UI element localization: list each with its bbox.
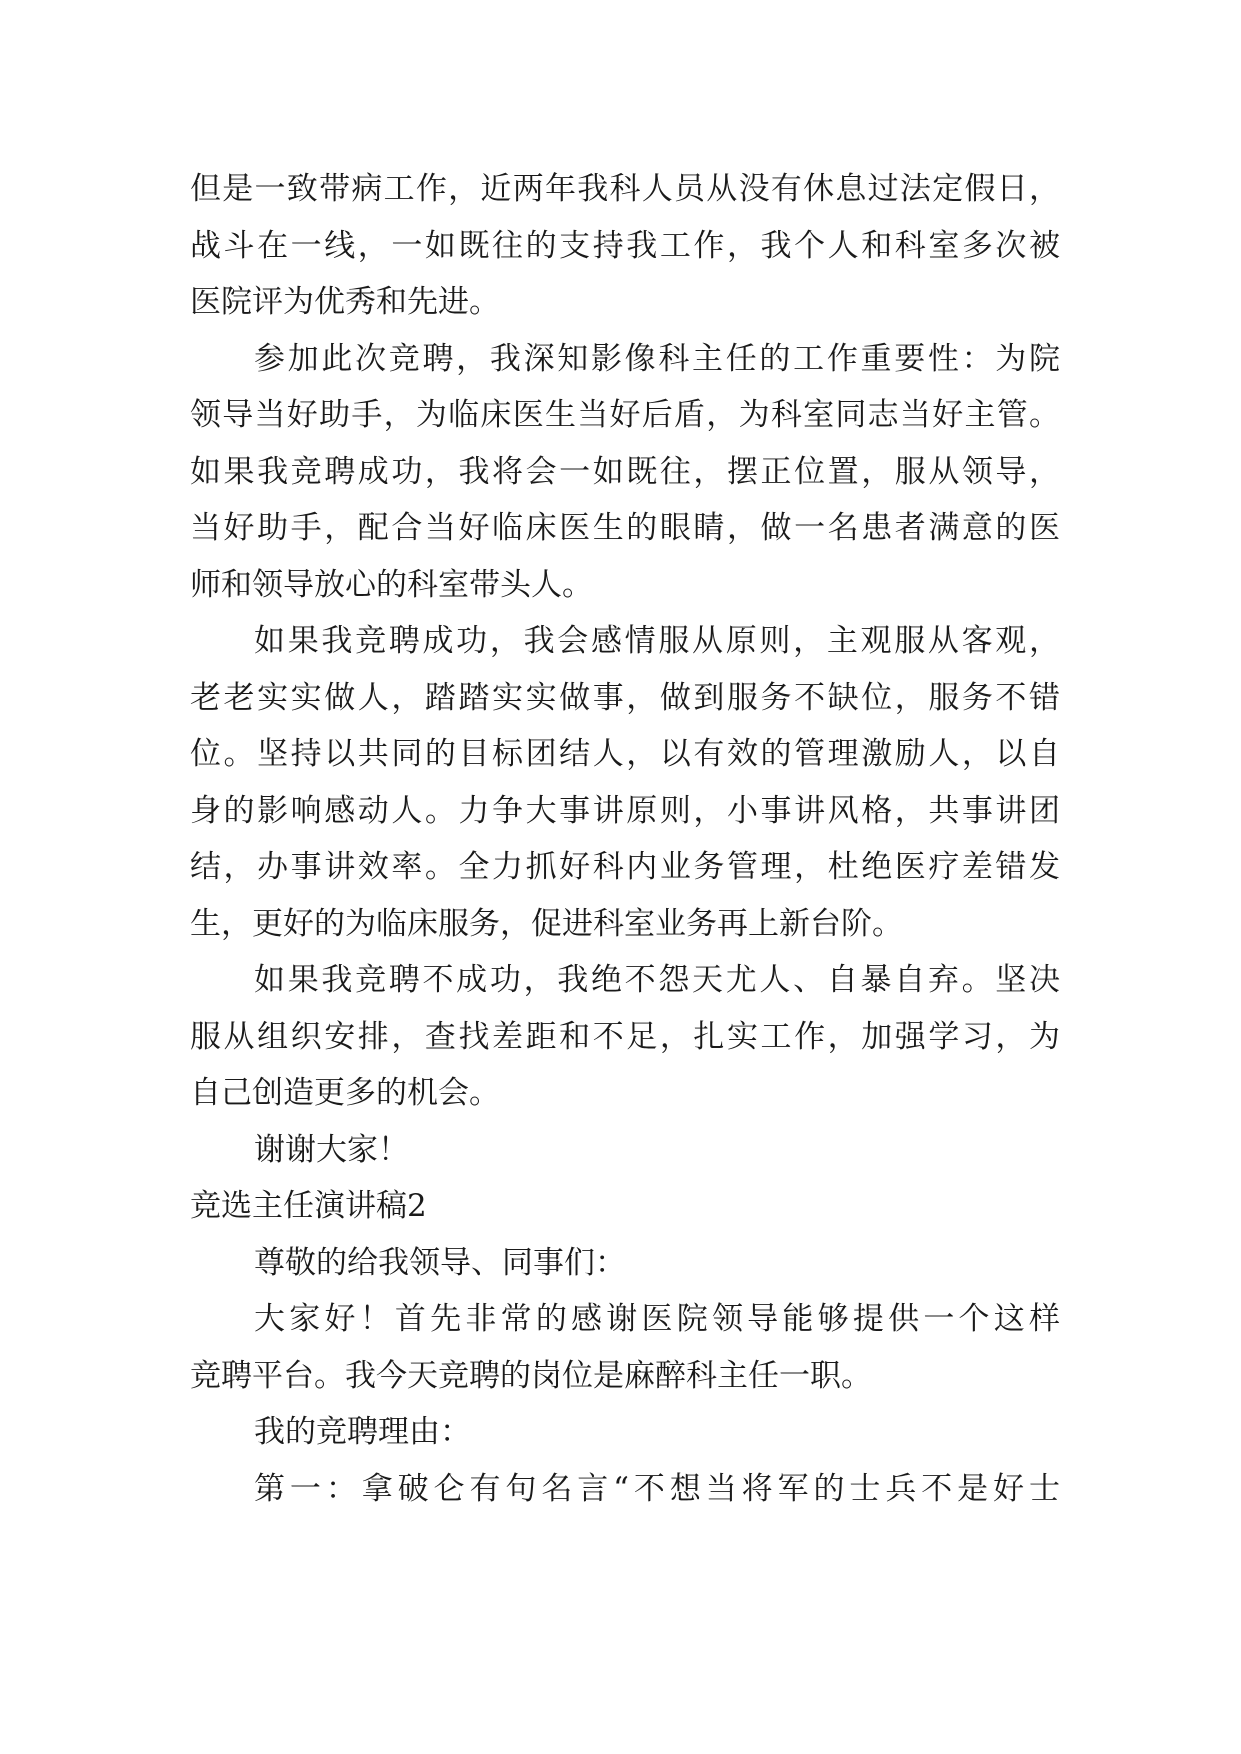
text-line: 领导当好助手，为临床医生当好后盾，为科室同志当好主管。: [190, 397, 1060, 433]
text-line: 战斗在一线，一如既往的支持我工作，我个人和科室多次被: [190, 228, 1060, 264]
text-line: 自己创造更多的机会。: [190, 1075, 500, 1111]
text-line: 医院评为优秀和先进。: [190, 284, 500, 320]
text-line: 尊敬的给我领导、同事们：: [254, 1245, 626, 1281]
text-line: 结，办事讲效率。全力抓好科内业务管理，杜绝医疗差错发: [190, 849, 1060, 885]
text-line: 位。坚持以共同的目标团结人，以有效的管理激励人，以自: [190, 736, 1060, 772]
text-line: 如果我竞聘成功，我会感情服从原则，主观服从客观，: [254, 623, 1060, 659]
text-line: 当好助手，配合当好临床医生的眼睛，做一名患者满意的医: [190, 510, 1060, 546]
text-line: 如果我竞聘成功，我将会一如既往，摆正位置，服从领导，: [190, 454, 1060, 490]
text-line: 我的竞聘理由：: [254, 1414, 471, 1450]
text-line: 如果我竞聘不成功，我绝不怨天尤人、自暴自弃。坚决: [254, 962, 1060, 998]
section-heading: 竞选主任演讲稿2: [190, 1188, 427, 1224]
text-line: 谢谢大家！: [254, 1132, 409, 1168]
text-line: 但是一致带病工作，近两年我科人员从没有休息过法定假日，: [190, 171, 1060, 207]
text-line: 竞聘平台。我今天竞聘的岗位是麻醉科主任一职。: [190, 1358, 872, 1394]
text-line: 师和领导放心的科室带头人。: [190, 567, 593, 603]
text-line: 身的影响感动人。力争大事讲原则，小事讲风格，共事讲团: [190, 793, 1060, 829]
text-line: 生，更好的为临床服务，促进科室业务再上新台阶。: [190, 906, 903, 942]
text-line: 老老实实做人，踏踏实实做事，做到服务不缺位，服务不错: [190, 680, 1060, 716]
text-line: 第一：拿破仑有句名言“不想当将军的士兵不是好士: [254, 1471, 1060, 1507]
text-line: 服从组织安排，查找差距和不足，扎实工作，加强学习，为: [190, 1019, 1060, 1055]
text-line: 大家好！首先非常的感谢医院领导能够提供一个这样: [254, 1301, 1060, 1337]
text-line: 参加此次竞聘，我深知影像科主任的工作重要性：为院: [254, 341, 1060, 377]
